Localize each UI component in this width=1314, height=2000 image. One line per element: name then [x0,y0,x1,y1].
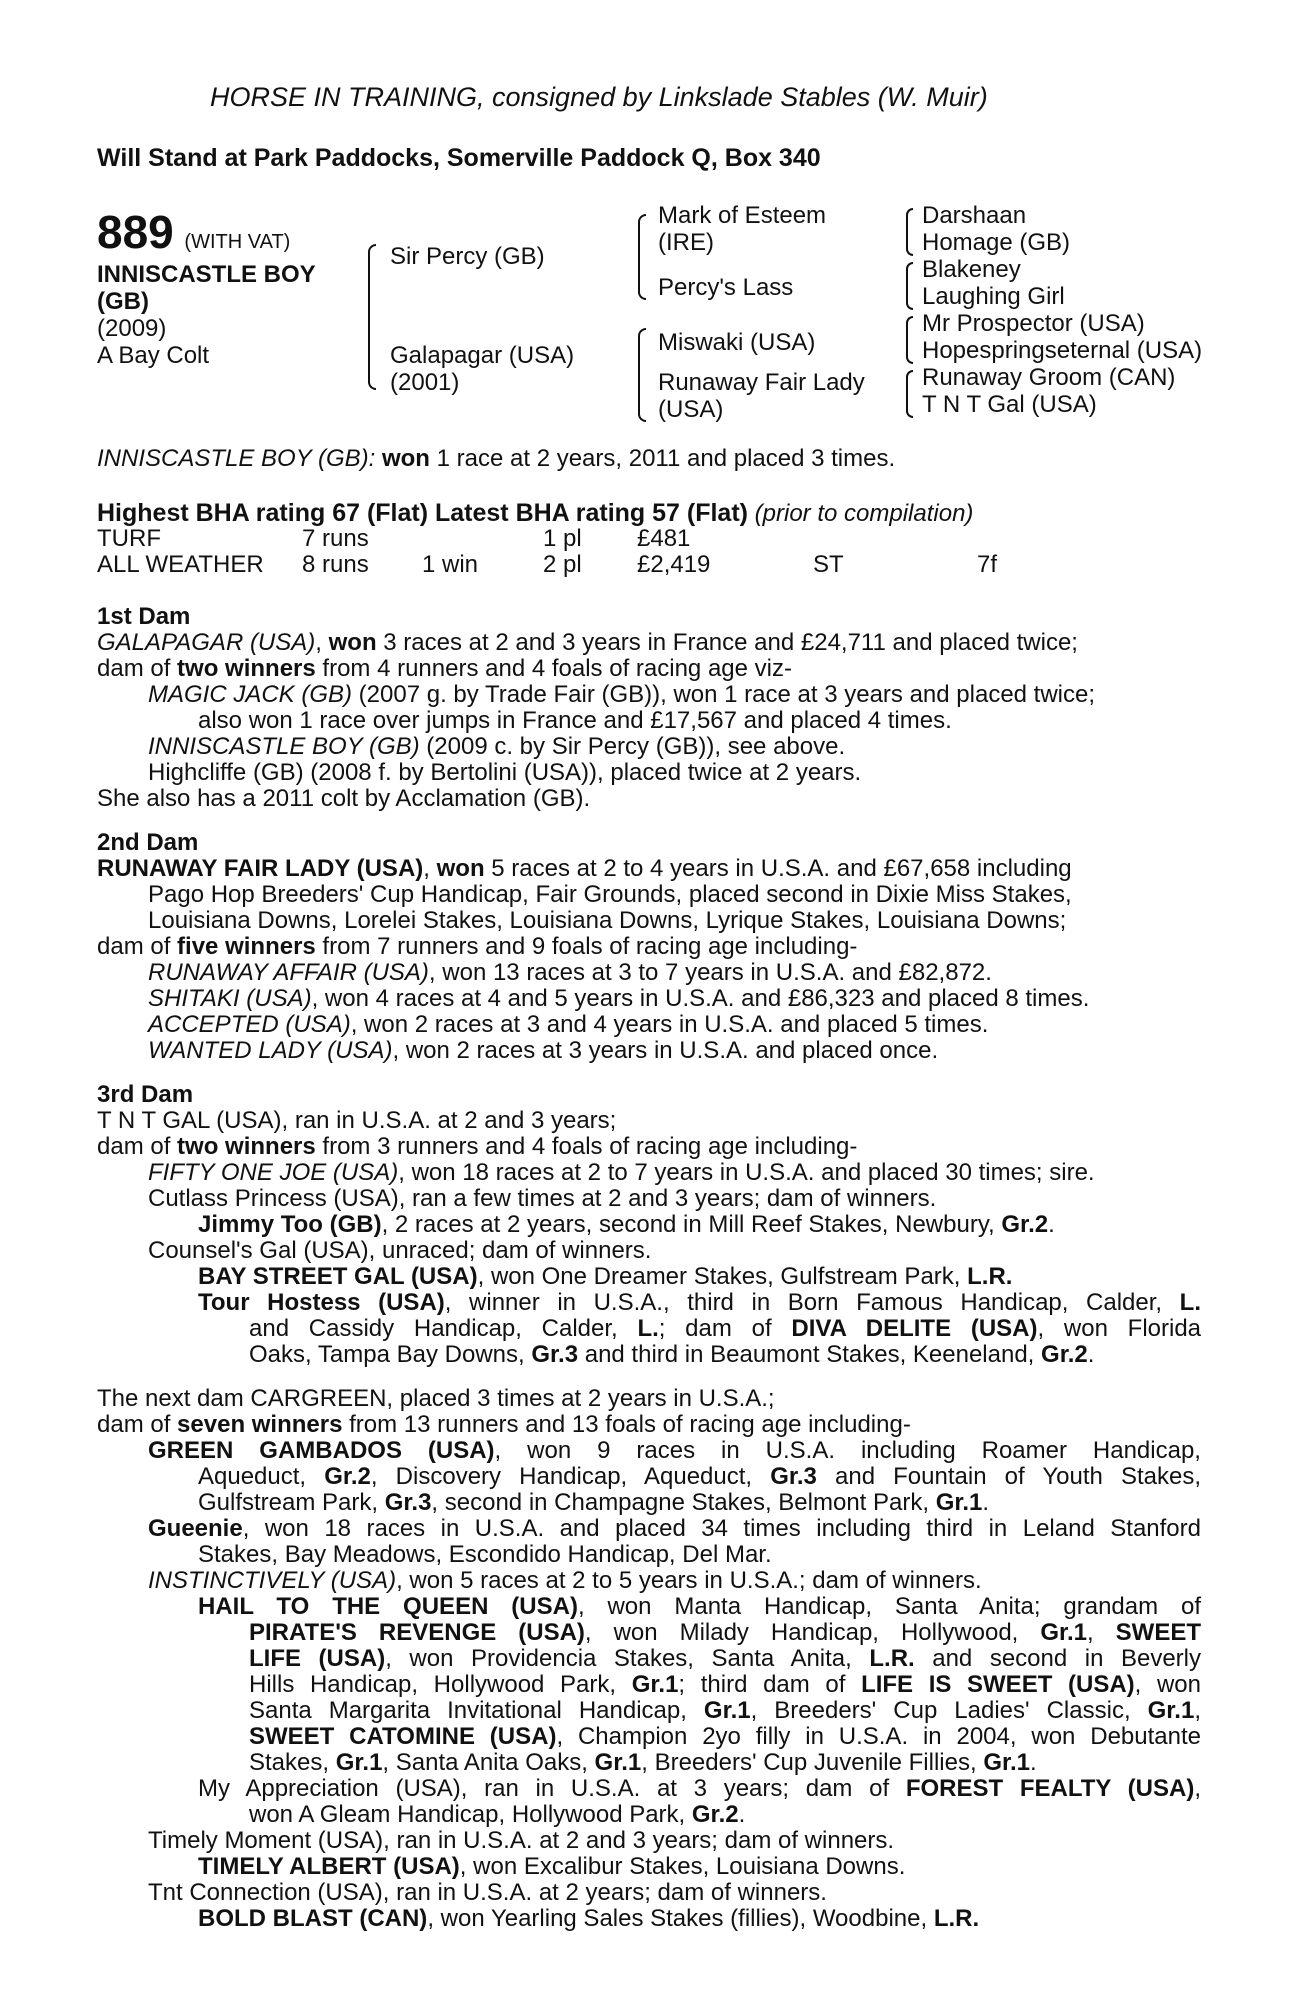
dam3-line: Jimmy Too (GB), 2 races at 2 years, second in Mill Reef Stakes, Newbury, Gr.2. [198,1211,1055,1238]
dam1-line: MAGIC JACK (GB) (2007 g. by Trade Fair (GB)), won 1 race at 3 years and placed twice; [148,681,1096,708]
summary-name: INNISCASTLE BOY (GB) [97,445,369,472]
nextdam-line: Tnt Connection (USA), ran in U.S.A. at 2 years; dam of winners. [148,1879,827,1906]
nextdam-line: BOLD BLAST (CAN), won Yearling Sales Stakes (fillies), Woodbine, L.R. [198,1905,980,1932]
pedigree-brace-gg2 [906,262,913,310]
rating-note: (prior to compilation) [754,500,974,527]
pedigree-brace-gg4 [906,370,913,418]
dam2-line: Pago Hop Breeders' Cup Handicap, Fair Grounds, placed second in Dixie Miss Stakes, [148,881,1072,908]
dam3-line: FIFTY ONE JOE (USA), won 18 races at 2 to 7 years in U.S.A. and placed 30 times; sire. [148,1159,1095,1186]
record-going: ST [813,551,844,578]
dam2-line: dam of five winners from 7 runners and 9 foals of racing age including- [97,933,858,960]
dam1-rest: 3 races at 2 and 3 years in France and £24,711 and placed twice; [376,629,1078,656]
pedigree-sire-dam: Percy's Lass [658,274,794,301]
pedigree-sire-sire: Mark of Esteem [658,202,827,229]
pedigree-dam: Galapagar (USA) [390,342,575,369]
summary-rest: 1 race at 2 years, 2011 and placed 3 times. [429,445,896,472]
pedigree-ggs-6: Hopespringseternal (USA) [922,337,1203,364]
dam2-line: WANTED LADY (USA), won 2 races at 3 years in U.S.A. and placed once. [148,1037,939,1064]
dam1-line: also won 1 race over jumps in France and £17,567 and placed 4 times. [198,707,952,734]
dam1-foal-name: MAGIC JACK (GB) [148,681,353,708]
record-surface: TURF [97,525,161,552]
pedigree-dam-year: (2001) [390,369,460,396]
dam3-line: Tour Hostess (USA), winner in U.S.A., third in Born Famous Handicap, Calder, L. [198,1289,1201,1316]
race-summary: INNISCASTLE BOY (GB): won 1 race at 2 years, 2011 and placed 3 times. [97,445,896,472]
record-prize: £2,419 [637,551,711,578]
nextdam-line: PIRATE'S REVENGE (USA), won Milady Handicap, Hollywood, Gr.1, SWEET [249,1619,1202,1646]
pedigree-ggs-2: Homage (GB) [922,229,1071,256]
pedigree-sire-sire-country: (IRE) [658,229,714,256]
pedigree-ggs-4: Laughing Girl [922,283,1065,310]
lot-number-line [97,208,290,266]
dam1-won: won [328,629,377,656]
record-wins: 1 win [422,551,479,578]
pedigree-dam-sire: Miswaki (USA) [658,329,816,356]
nextdam-line: Aqueduct, Gr.2, Discovery Handicap, Aqueduct, Gr.3 and Fountain of Youth Stakes, [198,1463,1202,1490]
record-placed: 2 pl [543,551,582,578]
record-prize: £481 [637,525,691,552]
pedigree-brace-gg3 [906,316,913,364]
dam1-winners: two winners [177,655,316,682]
horse-description: A Bay Colt [97,342,210,369]
record-runs: 7 runs [302,525,369,552]
nextdam-line: Gulfstream Park, Gr.3, second in Champagne Stakes, Belmont Park, Gr.1. [198,1489,990,1516]
pedigree-brace-sire-dam [368,244,376,390]
dam3-line: dam of two winners from 3 runners and 4 foals of racing age including- [97,1133,858,1160]
record-distance: 7f [977,551,998,578]
nextdam-line: LIFE (USA), won Providencia Stakes, Santa Anita, L.R. and second in Beverly [249,1645,1201,1672]
pedigree-ggs-8: T N T Gal (USA) [922,391,1097,418]
pedigree-sire: Sir Percy (GB) [390,243,545,270]
summary-won: won [381,445,430,472]
nextdam-line: SWEET CATOMINE (USA), Champion 2yo filly in U.S.A. in 2004, won Debutante [249,1723,1201,1750]
rating-text: Highest BHA rating 67 (Flat) Latest BHA rating 57 (Flat) [97,499,748,527]
page-title: HORSE IN TRAINING, consigned by Linkslade Stables (W. Muir) [210,82,988,112]
pedigree-ggs-1: Darshaan [922,202,1027,229]
dam3-line: BAY STREET GAL (USA), won One Dreamer Stakes, Gulfstream Park, L.R. [198,1263,1013,1290]
dam3-line: Counsel's Gal (USA), unraced; dam of winners. [148,1237,652,1264]
pedigree-ggs-5: Mr Prospector (USA) [922,310,1145,337]
pedigree-dam-dam-country: (USA) [658,396,724,423]
horse-name-country: (GB) [97,288,149,315]
dam1-heading: 1st Dam [97,603,191,630]
dam2-line: RUNAWAY AFFAIR (USA), won 13 races at 3 to 7 years in U.S.A. and £82,872. [148,959,992,986]
nextdam-line: Timely Moment (USA), ran in U.S.A. at 2 and 3 years; dam of winners. [148,1827,895,1854]
dam1-line: INNISCASTLE BOY (GB) (2009 c. by Sir Percy (GB)), see above. [148,733,846,760]
nextdam-line: INSTINCTIVELY (USA), won 5 races at 2 to 5 years in U.S.A.; dam of winners. [148,1567,982,1594]
pedigree-ggs-3: Blakeney [922,256,1021,283]
lot-number: 889 [97,206,174,258]
dam3-heading: 3rd Dam [97,1081,194,1108]
dam3-line: Oaks, Tampa Bay Downs, Gr.3 and third in Beaumont Stakes, Keeneland, Gr.2. [249,1341,1095,1368]
nextdam-line: GREEN GAMBADOS (USA), won 9 races in U.S.A. including Roamer Handicap, [148,1437,1201,1464]
record-placed: 1 pl [543,525,582,552]
nextdam-line: dam of seven winners from 13 runners and 13 foals of racing age including- [97,1411,911,1438]
dam1-name: GALAPAGAR (USA) [97,629,316,656]
horse-name: INNISCASTLE BOY [97,261,316,288]
dam2-line: ACCEPTED (USA), won 2 races at 3 and 4 years in U.S.A. and placed 5 times. [148,1011,989,1038]
dam3-line: T N T GAL (USA), ran in U.S.A. at 2 and 3 years; [97,1107,617,1134]
nextdam-line: Gueenie, won 18 races in U.S.A. and placed 34 times including third in Leland Stanford [148,1515,1201,1542]
stand-location: Will Stand at Park Paddocks, Somerville Paddock Q, Box 340 [97,144,821,172]
pedigree-dam-dam: Runaway Fair Lady [658,369,865,396]
nextdam-line: Stakes, Gr.1, Santa Anita Oaks, Gr.1, Breeders' Cup Juvenile Fillies, Gr.1. [249,1749,1037,1776]
pedigree-brace-dam-parents [638,328,646,422]
nextdam-line: Stakes, Bay Meadows, Escondido Handicap, Del Mar. [198,1541,772,1568]
dam1-line: dam of two winners from 4 runners and 4 foals of racing age viz- [97,655,792,682]
dam1-line: GALAPAGAR (USA), won 3 races at 2 and 3 years in France and £24,711 and placed twice; [97,629,1078,656]
dam3-line: and Cassidy Handicap, Calder, L.; dam of DIVA DELITE (USA), won Florida [249,1315,1202,1342]
dam1-line: Highcliffe (GB) (2008 f. by Bertolini (USA)), placed twice at 2 years. [148,759,862,786]
pedigree-brace-sire-parents [638,214,646,300]
dam1-foal-name: INNISCASTLE BOY (GB) [148,733,420,760]
vat-label: (WITH VAT) [184,231,291,253]
pedigree-ggs-7: Runaway Groom (CAN) [922,364,1176,391]
record-runs: 8 runs [302,551,369,578]
nextdam-line: TIMELY ALBERT (USA), won Excalibur Stakes, Louisiana Downs. [198,1853,906,1880]
nextdam-line: The next dam CARGREEN, placed 3 times at 2 years in U.S.A.; [97,1385,775,1412]
nextdam-line: HAIL TO THE QUEEN (USA), won Manta Handicap, Santa Anita; grandam of [198,1593,1201,1620]
nextdam-line: Santa Margarita Invitational Handicap, Gr.1, Breeders' Cup Ladies' Classic, Gr.1, [249,1697,1201,1724]
dam3-line: Cutlass Princess (USA), ran a few times at 2 and 3 years; dam of winners. [148,1185,937,1212]
nextdam-line: won A Gleam Handicap, Hollywood Park, Gr.2. [249,1801,746,1828]
dam2-name: RUNAWAY FAIR LADY (USA) [97,855,424,882]
dam2-line: Louisiana Downs, Lorelei Stakes, Louisiana Downs, Lyrique Stakes, Louisiana Downs; [148,907,1067,934]
horse-year: (2009) [97,315,167,342]
record-surface: ALL WEATHER [97,551,264,578]
pedigree-brace-gg1 [906,208,913,256]
nextdam-line: Hills Handicap, Hollywood Park, Gr.1; third dam of LIFE IS SWEET (USA), won [249,1671,1201,1698]
rating-line [97,500,973,527]
dam1-line: She also has a 2011 colt by Acclamation (GB). [97,785,591,812]
dam2-line: RUNAWAY FAIR LADY (USA), won 5 races at 2 to 4 years in U.S.A. and £67,658 including [97,855,1072,882]
nextdam-line: My Appreciation (USA), ran in U.S.A. at 3 years; dam of FOREST FEALTY (USA), [198,1775,1201,1802]
dam2-heading: 2nd Dam [97,829,199,856]
dam2-line: SHITAKI (USA), won 4 races at 4 and 5 years in U.S.A. and £86,323 and placed 8 times. [148,985,1090,1012]
